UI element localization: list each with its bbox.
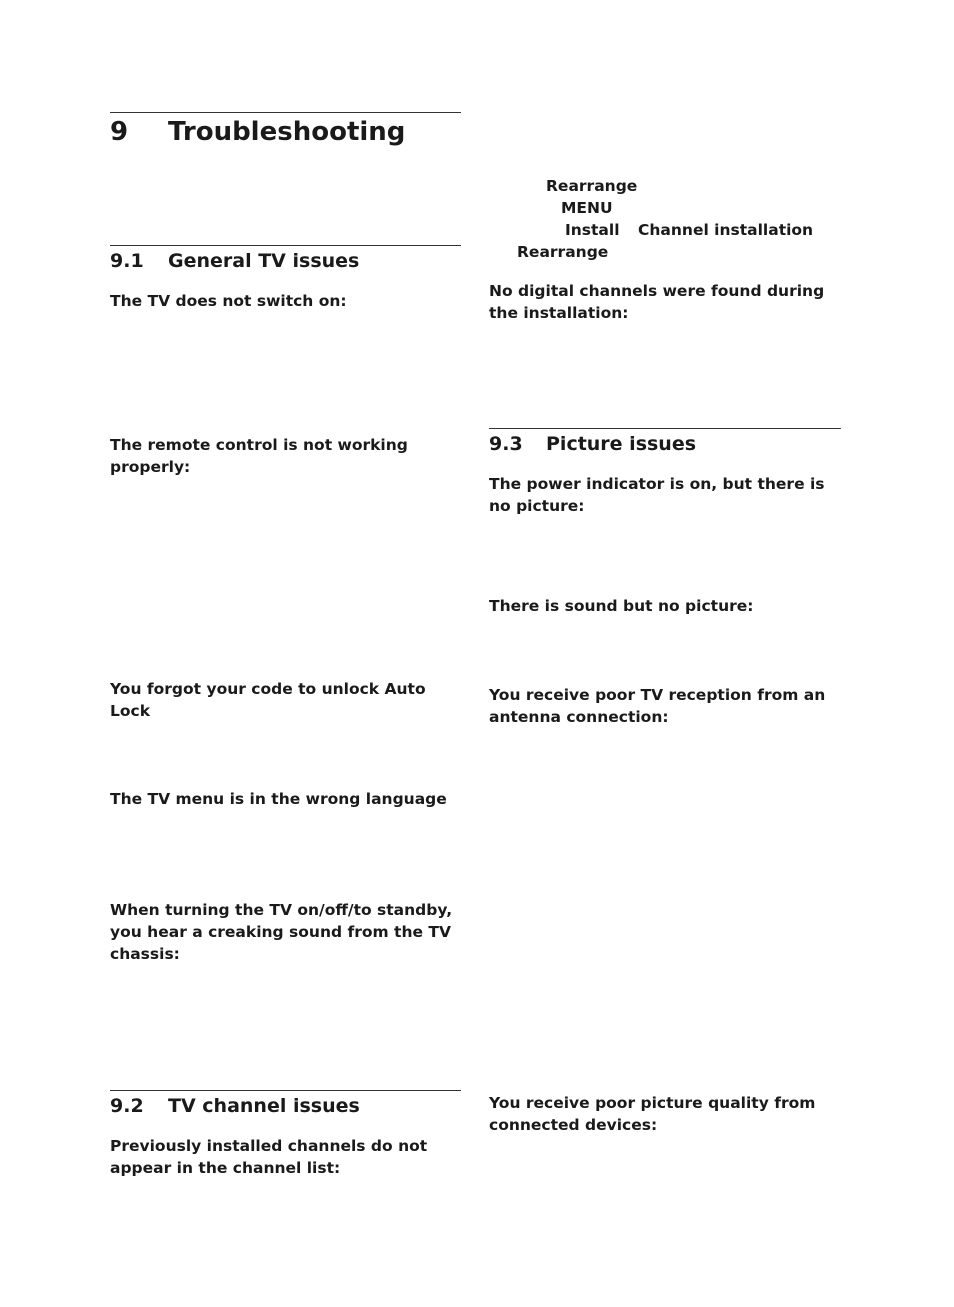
keyword-install: Install (565, 221, 620, 239)
issue-poor-antenna-reception: You receive poor TV reception from an antenna connection: (489, 686, 826, 726)
issue-power-indicator-no-picture: The power indicator is on, but there is no picture: (489, 475, 825, 515)
issue-channels-missing: Previously installed channels do not appear in the channel list: (110, 1137, 428, 1177)
issue-no-digital-channels: No digital channels were found during the installation: (489, 282, 825, 322)
keyword-channel-installation: Channel installation (638, 221, 814, 239)
issue-poor-picture-devices: You receive poor picture quality from connected devices: (489, 1094, 816, 1134)
section-9-1-number: 9.1 (110, 250, 144, 272)
section-9-1-rule (110, 245, 461, 246)
keyword-rearrange-2: Rearrange (517, 243, 609, 261)
keyword-rearrange-1: Rearrange (546, 177, 638, 195)
issue-wrong-language: The TV menu is in the wrong language (110, 790, 447, 808)
section-9-3-title: Picture issues (546, 433, 697, 455)
section-9-3-rule (489, 428, 841, 429)
issue-tv-no-switch-on: The TV does not switch on: (110, 292, 347, 310)
section-9-1-title: General TV issues (168, 250, 360, 272)
chapter-rule (110, 112, 461, 113)
chapter-number: 9 (110, 117, 129, 147)
section-9-2-number: 9.2 (110, 1095, 144, 1117)
section-9-2-title: TV channel issues (168, 1095, 360, 1117)
keyword-menu: MENU (561, 199, 613, 217)
section-9-2-rule (110, 1090, 461, 1091)
section-9-3-number: 9.3 (489, 433, 523, 455)
issue-forgot-code: You forgot your code to unlock Auto Lock (110, 680, 426, 720)
issue-remote-not-working: The remote control is not working properly: (110, 436, 408, 476)
issue-creaking-sound: When turning the TV on/off/to standby, you hear a creaking sound from the TV chassis: (110, 901, 453, 963)
chapter-title: Troubleshooting (168, 117, 406, 147)
issue-sound-no-picture: There is sound but no picture: (489, 597, 754, 615)
